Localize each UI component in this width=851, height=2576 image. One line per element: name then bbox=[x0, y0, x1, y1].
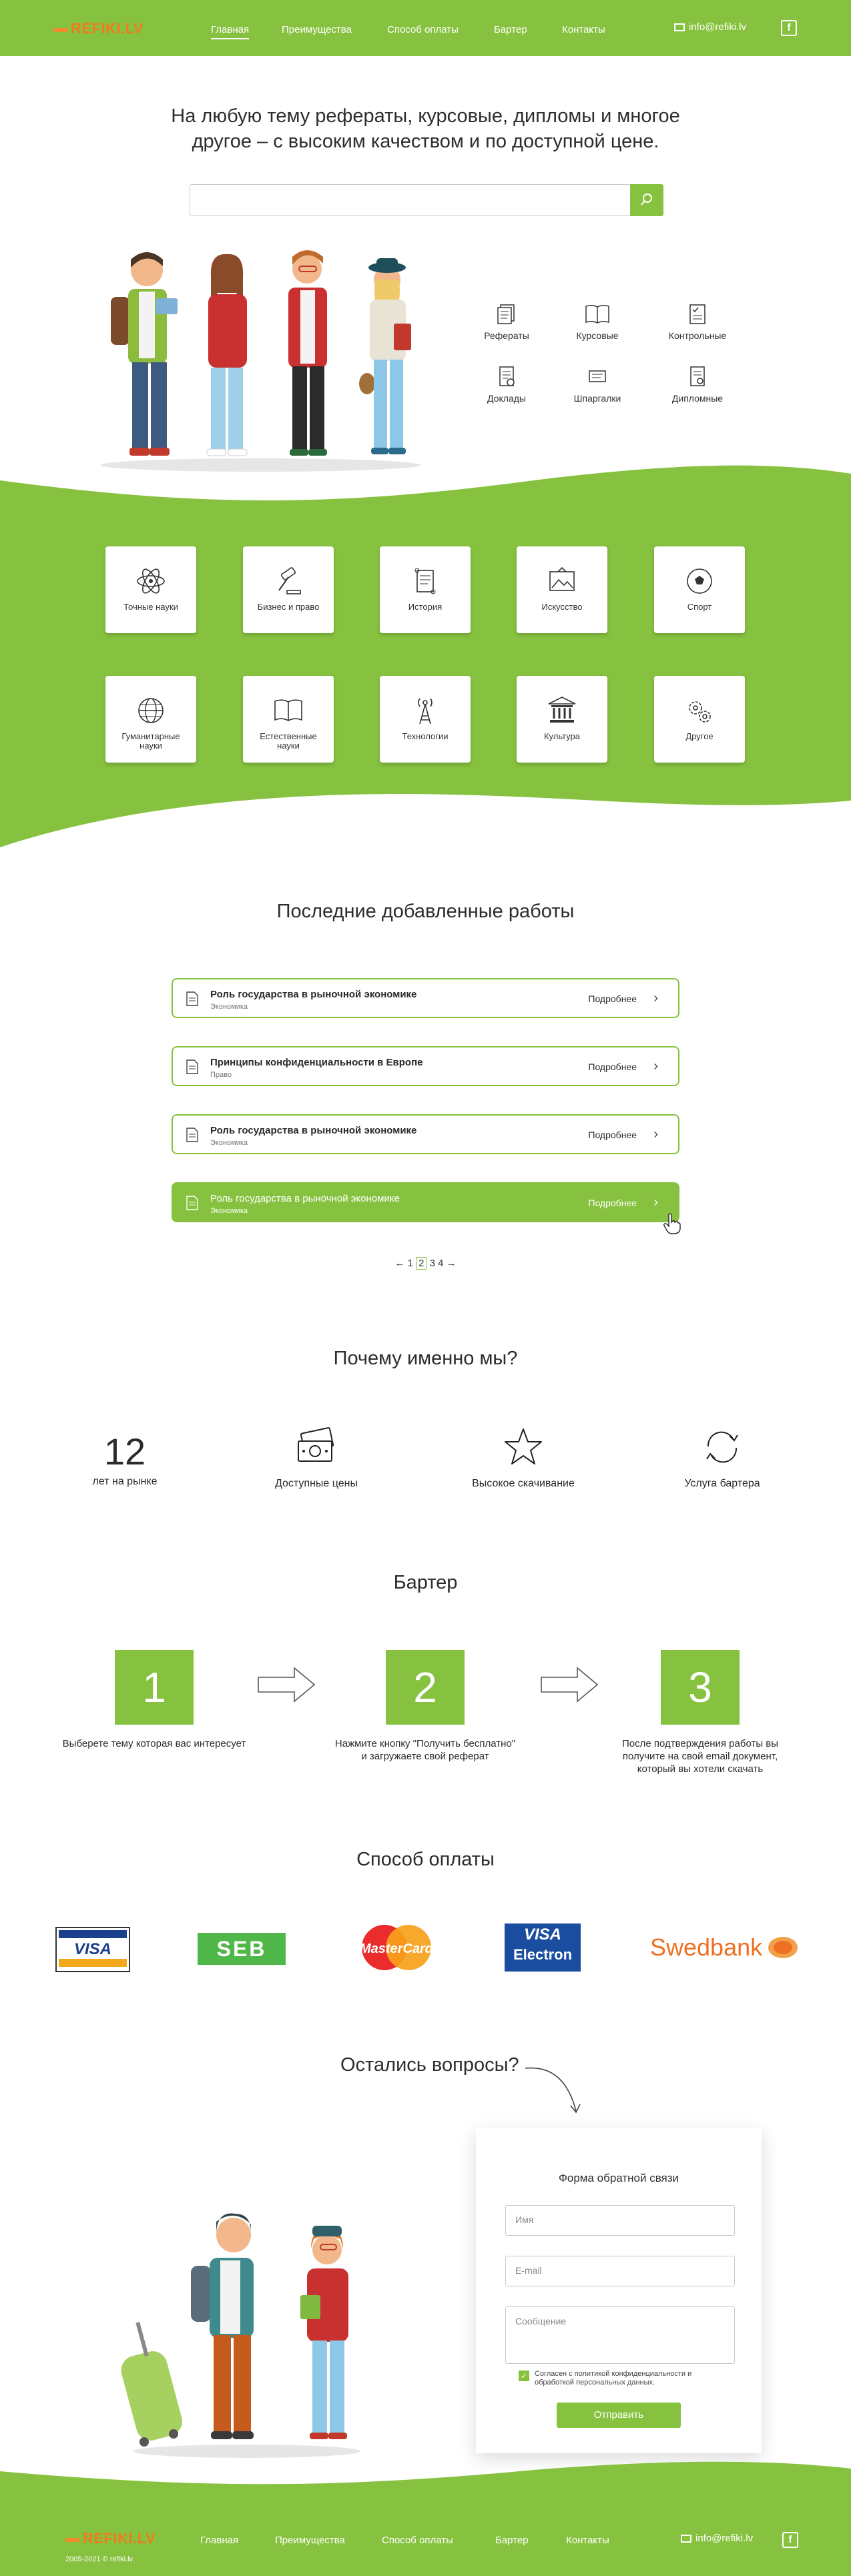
visa-electron-logo bbox=[505, 1923, 581, 1972]
visa-logo-text: VISA bbox=[73, 1940, 111, 1958]
type-cheatsheets[interactable] bbox=[561, 365, 634, 404]
pager-page-1[interactable]: 1 bbox=[407, 1258, 413, 1269]
type-coursework-label: Курсовые bbox=[576, 330, 619, 341]
open-book-icon bbox=[272, 695, 304, 727]
nav-payment[interactable]: Способ оплаты bbox=[387, 24, 459, 35]
pagination bbox=[0, 1257, 851, 1270]
work-item-4[interactable] bbox=[172, 1182, 679, 1222]
gavel-icon bbox=[272, 565, 304, 597]
type-diplomas[interactable] bbox=[661, 365, 734, 404]
visa-electron-visa: VISA bbox=[523, 1925, 561, 1944]
work-item-3[interactable] bbox=[172, 1114, 679, 1154]
type-coursework[interactable] bbox=[561, 302, 634, 341]
cheatsheet-icon bbox=[586, 365, 609, 388]
search-icon bbox=[639, 192, 654, 207]
documents-stack-icon bbox=[495, 302, 518, 325]
chevron-right-icon: › bbox=[653, 1059, 658, 1074]
nav-home[interactable]: Главная bbox=[211, 24, 249, 39]
money-icon bbox=[293, 1426, 340, 1468]
globe-icon bbox=[135, 695, 167, 727]
work-subject: Экономика bbox=[210, 1139, 248, 1147]
category-label: Бизнес и право bbox=[257, 602, 320, 612]
type-reports[interactable] bbox=[470, 365, 543, 404]
students-illustration bbox=[100, 250, 420, 474]
visa-logo bbox=[55, 1927, 130, 1972]
categories-band bbox=[0, 454, 851, 854]
museum-icon bbox=[546, 695, 578, 727]
logo[interactable] bbox=[53, 20, 144, 37]
logo-mark-icon bbox=[53, 23, 68, 35]
type-tests-label: Контрольные bbox=[668, 330, 727, 341]
work-title: Роль государства в рыночной экономике bbox=[210, 989, 417, 1000]
why-label: лет на рынке bbox=[92, 1476, 158, 1487]
category-label: История bbox=[408, 602, 443, 612]
antenna-tower-icon bbox=[409, 695, 441, 727]
category-other[interactable] bbox=[654, 676, 745, 763]
work-item-1[interactable] bbox=[172, 978, 679, 1018]
star-icon bbox=[503, 1426, 544, 1468]
category-label: Искусство bbox=[541, 602, 583, 612]
swedbank-logo-text: Swedbank bbox=[650, 1934, 763, 1961]
chevron-right-icon: › bbox=[653, 991, 658, 1005]
category-art[interactable] bbox=[517, 546, 607, 633]
category-sport[interactable] bbox=[654, 546, 745, 633]
category-humanities[interactable] bbox=[105, 676, 196, 763]
facebook-icon[interactable]: f bbox=[782, 2532, 798, 2548]
work-subject: Экономика bbox=[210, 1207, 248, 1215]
chevron-right-icon: › bbox=[653, 1195, 658, 1210]
report-icon bbox=[495, 365, 518, 388]
footer-nav-payment[interactable]: Способ оплаты bbox=[382, 2535, 453, 2546]
envelope-icon bbox=[681, 2535, 691, 2543]
more-link[interactable]: Подробнее bbox=[588, 1130, 637, 1140]
type-essays[interactable] bbox=[470, 302, 543, 341]
why-label: Доступные цены bbox=[275, 1478, 358, 1489]
soccer-ball-icon bbox=[683, 565, 716, 597]
why-barter bbox=[649, 1426, 796, 1490]
pager-page-4[interactable]: 4 bbox=[438, 1258, 444, 1269]
more-link[interactable]: Подробнее bbox=[588, 993, 637, 1004]
seb-logo: SEB bbox=[198, 1933, 286, 1965]
message-field[interactable]: Сообщение bbox=[505, 2306, 735, 2364]
form-title: Форма обратной связи bbox=[558, 2172, 679, 2184]
contact-question: Остались вопросы? bbox=[340, 2054, 519, 2076]
work-title: Роль государства в рыночной экономике bbox=[210, 1193, 400, 1204]
header-email: info@refiki.lv bbox=[689, 21, 747, 33]
work-item-2[interactable] bbox=[172, 1046, 679, 1086]
category-exact-sciences[interactable] bbox=[105, 546, 196, 633]
category-label: Технологии bbox=[402, 731, 449, 741]
more-link[interactable]: Подробнее bbox=[588, 1198, 637, 1208]
nav-barter[interactable]: Бартер bbox=[494, 24, 527, 35]
category-label: Точные науки bbox=[123, 602, 178, 612]
step-3-text: После подтверждения работы вы получите на свой email документ, который вы хотели скачать bbox=[621, 1738, 779, 1775]
pager-prev[interactable]: ← bbox=[394, 1258, 405, 1269]
type-cheatsheets-label: Шпаргалки bbox=[573, 393, 621, 404]
step-3-number: 3 bbox=[661, 1650, 740, 1725]
category-label: Культура bbox=[543, 731, 581, 741]
document-icon bbox=[186, 1059, 198, 1074]
submit-button[interactable]: Отправить bbox=[557, 2403, 681, 2428]
step-1-text: Выберете тему которая вас интересует bbox=[62, 1738, 246, 1749]
years-number: 12 bbox=[103, 1430, 146, 1472]
footer-email: info@refiki.lv bbox=[695, 2533, 754, 2544]
consent-checkbox[interactable]: ✓ bbox=[519, 2371, 529, 2381]
feedback-form bbox=[476, 2128, 762, 2453]
hero-title-line2: другое – с высоким качеством и по доступной цене. bbox=[192, 131, 659, 152]
mastercard-logo bbox=[358, 1923, 435, 1972]
header-email-link[interactable] bbox=[674, 21, 746, 33]
footer-nav-home[interactable]: Главная bbox=[200, 2535, 239, 2546]
search-input[interactable] bbox=[190, 184, 631, 216]
more-link[interactable]: Подробнее bbox=[588, 1061, 637, 1072]
site-header bbox=[0, 0, 851, 56]
checklist-icon bbox=[686, 302, 709, 325]
nav-contacts[interactable]: Контакты bbox=[562, 24, 605, 35]
step-2-number: 2 bbox=[386, 1650, 465, 1725]
category-label: Гуманитарные науки bbox=[121, 731, 180, 751]
travellers-illustration bbox=[120, 2202, 374, 2462]
document-icon bbox=[186, 1128, 198, 1142]
pager-next[interactable]: → bbox=[446, 1258, 457, 1269]
facebook-icon[interactable]: f bbox=[781, 20, 797, 36]
pager-page-2[interactable]: 2 bbox=[416, 1257, 427, 1270]
footer-email-link[interactable] bbox=[681, 2533, 753, 2544]
why-years bbox=[51, 1430, 198, 1488]
email-field[interactable]: E-mail bbox=[505, 2256, 735, 2286]
copyright: 2005-2021 © refiki.lv bbox=[65, 2555, 133, 2563]
scroll-icon bbox=[409, 565, 441, 597]
type-diplomas-label: Дипломные bbox=[671, 393, 724, 404]
work-title: Роль государства в рыночной экономике bbox=[210, 1125, 417, 1136]
category-technology[interactable] bbox=[380, 676, 471, 763]
type-reports-label: Доклады bbox=[487, 393, 526, 404]
footer-logo-text: REFIKI.LV bbox=[83, 2530, 156, 2547]
document-icon bbox=[186, 1196, 198, 1210]
logo-mark-icon bbox=[65, 2533, 80, 2545]
work-title: Принципы конфиденциальности в Европе bbox=[210, 1057, 423, 1068]
category-label: Естественные науки bbox=[260, 731, 317, 751]
category-natural-sciences[interactable] bbox=[243, 676, 334, 763]
diploma-icon bbox=[686, 365, 709, 388]
why-title: Почему именно мы? bbox=[333, 1348, 518, 1369]
barter-title: Бартер bbox=[393, 1572, 458, 1593]
category-culture[interactable] bbox=[517, 676, 607, 763]
gears-icon bbox=[683, 695, 716, 727]
category-label: Другое bbox=[685, 731, 714, 741]
name-field[interactable]: Имя bbox=[505, 2205, 735, 2236]
why-prices bbox=[243, 1426, 390, 1490]
arrow-right-icon bbox=[540, 1665, 599, 1704]
footer-nav-barter[interactable]: Бартер bbox=[495, 2535, 529, 2546]
category-label: Спорт bbox=[687, 602, 712, 612]
work-subject: Право bbox=[210, 1071, 232, 1079]
why-downloads bbox=[450, 1426, 597, 1490]
payment-title: Способ оплаты bbox=[356, 1849, 495, 1870]
open-book-icon bbox=[584, 302, 611, 325]
document-icon bbox=[186, 991, 198, 1006]
type-tests[interactable] bbox=[661, 302, 734, 341]
footer-nav-advantages[interactable]: Преимущества bbox=[275, 2535, 345, 2546]
envelope-icon bbox=[674, 23, 685, 31]
footer-logo[interactable] bbox=[65, 2530, 156, 2547]
work-subject: Экономика bbox=[210, 1003, 248, 1011]
atom-icon bbox=[135, 565, 167, 597]
step-1-number: 1 bbox=[115, 1650, 194, 1725]
why-label: Высокое скачивание bbox=[472, 1478, 575, 1489]
arrow-right-icon bbox=[257, 1665, 316, 1704]
logo-text: REFIKI.LV bbox=[71, 20, 144, 37]
category-business-law[interactable] bbox=[243, 546, 334, 633]
chevron-right-icon: › bbox=[653, 1127, 658, 1142]
footer-nav-contacts[interactable]: Контакты bbox=[566, 2535, 609, 2546]
picture-frame-icon bbox=[546, 565, 578, 597]
hero-title bbox=[0, 103, 851, 154]
visa-electron-text: Electron bbox=[513, 1946, 573, 1963]
consent-text: Согласен с политикой конфиденциальности и обработкой персональных данных. bbox=[535, 2370, 692, 2387]
hand-cursor-icon bbox=[663, 1213, 681, 1234]
pager-page-3[interactable]: 3 bbox=[429, 1258, 435, 1269]
refresh-arrows-icon bbox=[700, 1426, 744, 1468]
category-history[interactable] bbox=[380, 546, 471, 633]
hero-title-line1: На любую тему рефераты, курсовые, дипломы и многое bbox=[171, 105, 680, 127]
swedbank-logo bbox=[650, 1934, 800, 1962]
curved-arrow-icon bbox=[524, 2064, 583, 2118]
step-2-text: Нажмите кнопку "Получить бесплатно" и загружаете свой реферат bbox=[334, 1738, 516, 1762]
mastercard-logo-text: MasterCard bbox=[359, 1942, 434, 1956]
oak-tree-icon bbox=[766, 1934, 800, 1961]
type-essays-label: Рефераты bbox=[484, 330, 529, 341]
nav-advantages[interactable]: Преимущества bbox=[282, 24, 352, 35]
why-label: Услуга бартера bbox=[684, 1478, 760, 1489]
search-button[interactable] bbox=[630, 184, 663, 216]
recent-title: Последние добавленные работы bbox=[276, 901, 575, 922]
